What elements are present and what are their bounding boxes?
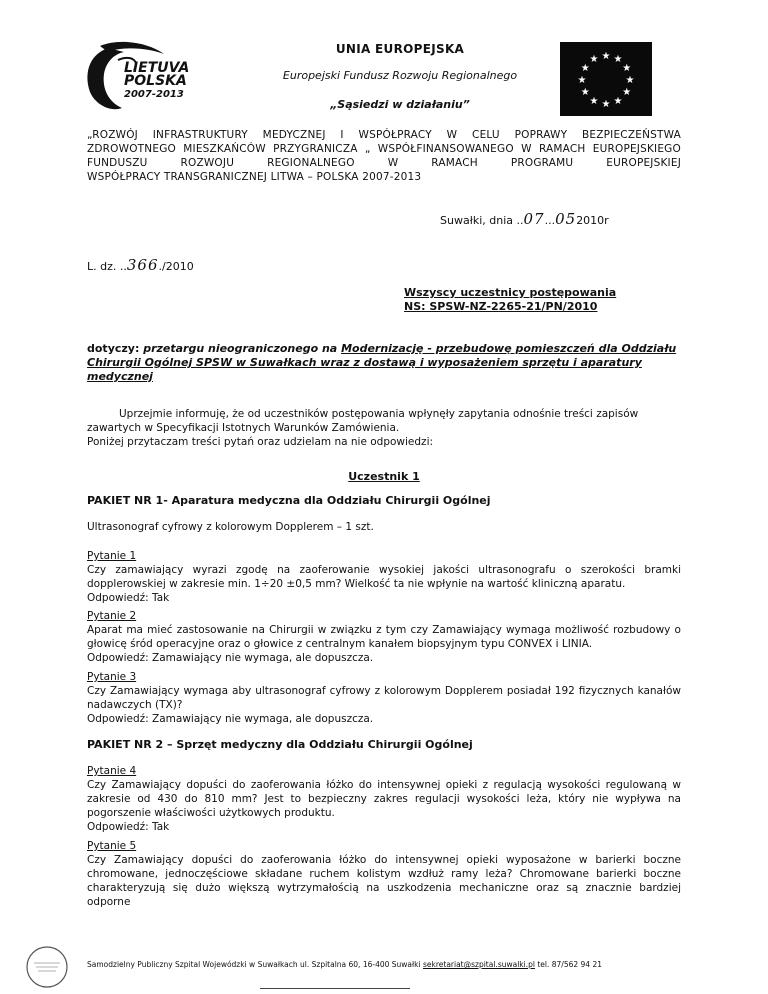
- lietuva-polska-logo: [78, 40, 228, 115]
- subject: [87, 342, 681, 384]
- question-label: Pytanie 2: [87, 610, 137, 622]
- project-description: „ROZWÓJ INFRASTRUKTURY MEDYCZNEJ I WSPÓŁPRACY W CELU POPRAWY BEZPIECZEŃSTWA ZDROWOTNEGO MIESZKAŃCÓW PRZYGRANICZA „ WSPÓŁFINANSOWANEGO W RAMACH EUROPEJSKIEGO FUNDUSZU ROZWOJU REGIONALNEGO W RAMACH PROGRAMU EUROPEJSKIEJ: [87, 129, 681, 169]
- addressee-line1: Wszyscy uczestnicy postępowania: [404, 286, 617, 299]
- eu-star-icon: ★: [613, 54, 623, 66]
- hospital-stamp-logo: [14, 945, 80, 989]
- logo-text-lietuva: LIETUVA: [124, 60, 190, 76]
- footer: [87, 960, 707, 969]
- intro: [87, 407, 681, 449]
- addressee-line2: NS: SPSW-NZ-2265-21/PN/2010: [404, 300, 598, 313]
- question-1: [87, 549, 681, 605]
- subject-underlined: Modernizację - przebudowę pomieszczeń dla Oddziału Chirurgii Ogólnej SPSW w Suwałkach wraz z dostawą i wyposażeniem sprzętu i aparatury medycznej: [87, 342, 677, 383]
- question-text: Czy Zamawiający dopuści do zaoferowania łóżko do intensywnej opieki wyposażone w barierki boczne chromowane, jednoczęściowe składane ruchem kolistym wzdłuż ramy leża? Chromowane barierki boczne charakteryzują się dużo większą wytrzymałością na uszkodzenia mechaniczne oraz są znacznie bardziej odporne: [87, 854, 681, 908]
- ref-suffix: ./2010: [158, 260, 194, 273]
- bottom-divider: [260, 988, 410, 989]
- eu-star-icon: ★: [613, 95, 623, 107]
- eu-flag: [560, 42, 652, 116]
- question-5: [87, 839, 681, 909]
- eu-star-icon: ★: [580, 87, 590, 98]
- footer-email-link[interactable]: sekretariat@szpital.suwalki.pl: [422, 960, 535, 969]
- eu-star-icon: ★: [601, 51, 611, 62]
- eu-stars-icon: [560, 42, 652, 116]
- footer-address: Samodzielny Publiczny Szpital Wojewódzki w Suwałkach ul. Szpitalna 60, 16-400 Suwałki: [87, 960, 421, 969]
- date-suffix: 2010r: [576, 214, 609, 227]
- question-answer: Odpowiedź: Tak: [87, 592, 170, 604]
- question-text: Czy Zamawiający dopuści do zaoferowania łóżko do intensywnej opieki z regulacją wysokości regulowaną w zakresie od 430 do 810 mm? Jest to bezpieczny zakres regulacji wysokości leża, który nie wypływa na pogorszenie właściwości użytkowych produktu.: [87, 779, 681, 819]
- participant-heading: Uczestnik 1: [348, 470, 420, 483]
- question-answer: Odpowiedź: Tak: [87, 821, 170, 833]
- eu-star-icon: ★: [622, 87, 632, 98]
- date-dots-b: ...: [544, 214, 556, 227]
- question-4: [87, 764, 681, 834]
- question-text: Aparat ma mieć zastosowanie na Chirurgii w związku z tym czy Zamawiający wymaga możliwość rozbudowy o głowicę śród operacyjne oraz o głowice z centralnym kanałem biopsyjnym typu CONVEX i LINIA.: [87, 624, 681, 650]
- ref-number: 366: [126, 256, 159, 274]
- package-2-title: PAKIET NR 2 – Sprzęt medyczny dla Oddziału Chirurgii Ogólnej: [87, 738, 473, 751]
- header-title: UNIA EUROPEJSKA: [335, 42, 465, 56]
- header-motto: „Sąsiedzi w działaniu”: [330, 98, 470, 111]
- question-label: Pytanie 4: [87, 765, 137, 777]
- package-1-title: PAKIET NR 1- Aparatura medyczna dla Oddziału Chirurgii Ogólnej: [87, 494, 491, 507]
- project-description-last: WSPÓŁPRACY TRANSGRANICZNEJ LITWA – POLSKA 2007-2013: [87, 171, 422, 183]
- eu-star-icon: ★: [589, 95, 599, 107]
- question-text: Czy zamawiający wyrazi zgodę na zaoferowanie wysokiej jakości ultrasonografu o szerokości bramki dopplerowskiej w zakresie min. 1÷20 ±0,5 mm? Wielkość ta nie wpłynie na wartość kliniczną aparatu.: [87, 564, 681, 590]
- date-month: 05: [555, 210, 577, 228]
- intro-line2: zawartych w Specyfikacji Istotnych Warunków Zamówienia.: [87, 422, 400, 434]
- subject-part1: przetargu nieograniczonego na: [139, 342, 342, 355]
- eu-star-icon: ★: [601, 99, 611, 110]
- question-answer: Odpowiedź: Zamawiający nie wymaga, ale dopuszcza.: [87, 713, 374, 725]
- question-label: Pytanie 1: [87, 550, 137, 562]
- addressee: [404, 286, 616, 314]
- question-2: [87, 609, 681, 665]
- ref-prefix: L. dz. ..: [87, 260, 127, 273]
- question-answer: Odpowiedź: Zamawiający nie wymaga, ale dopuszcza.: [87, 652, 374, 664]
- question-text: Czy Zamawiający wymaga aby ultrasonograf cyfrowy z kolorowym Dopplerem posiadał 192 fizycznych kanałów nadawczych (TX)?: [87, 685, 681, 711]
- eu-star-icon: ★: [577, 75, 587, 86]
- logo-text-polska: POLSKA: [124, 73, 187, 89]
- logo-text-years: 2007-2013: [124, 89, 184, 100]
- date-dots-a: ..: [516, 214, 524, 227]
- eu-star-icon: ★: [589, 54, 599, 66]
- subject-lead: dotyczy:: [87, 342, 140, 355]
- city-date: [440, 210, 609, 228]
- question-label: Pytanie 3: [87, 671, 137, 683]
- date-day: 07: [523, 210, 545, 228]
- footer-phone: tel. 87/562 94 21: [537, 960, 602, 969]
- eu-star-icon: ★: [625, 75, 635, 86]
- intro-line3: Poniżej przytaczam treści pytań oraz udzielam na nie odpowiedzi:: [87, 436, 434, 448]
- eu-star-icon: ★: [580, 63, 590, 74]
- hospital-seal-icon: [14, 945, 80, 989]
- question-label: Pytanie 5: [87, 840, 137, 852]
- date-prefix: Suwałki, dnia: [440, 214, 513, 227]
- reference-number: [87, 256, 194, 274]
- package-1-item: Ultrasonograf cyfrowy z kolorowym Dopplerem – 1 szt.: [87, 521, 374, 533]
- intro-line1: Uprzejmie informuję, że od uczestników postępowania wpłynęły zapytania odnośnie treści zapisów: [119, 408, 639, 420]
- question-3: [87, 670, 681, 726]
- header-fund: Europejski Fundusz Rozwoju Regionalnego: [282, 69, 518, 82]
- eu-star-icon: ★: [622, 63, 632, 74]
